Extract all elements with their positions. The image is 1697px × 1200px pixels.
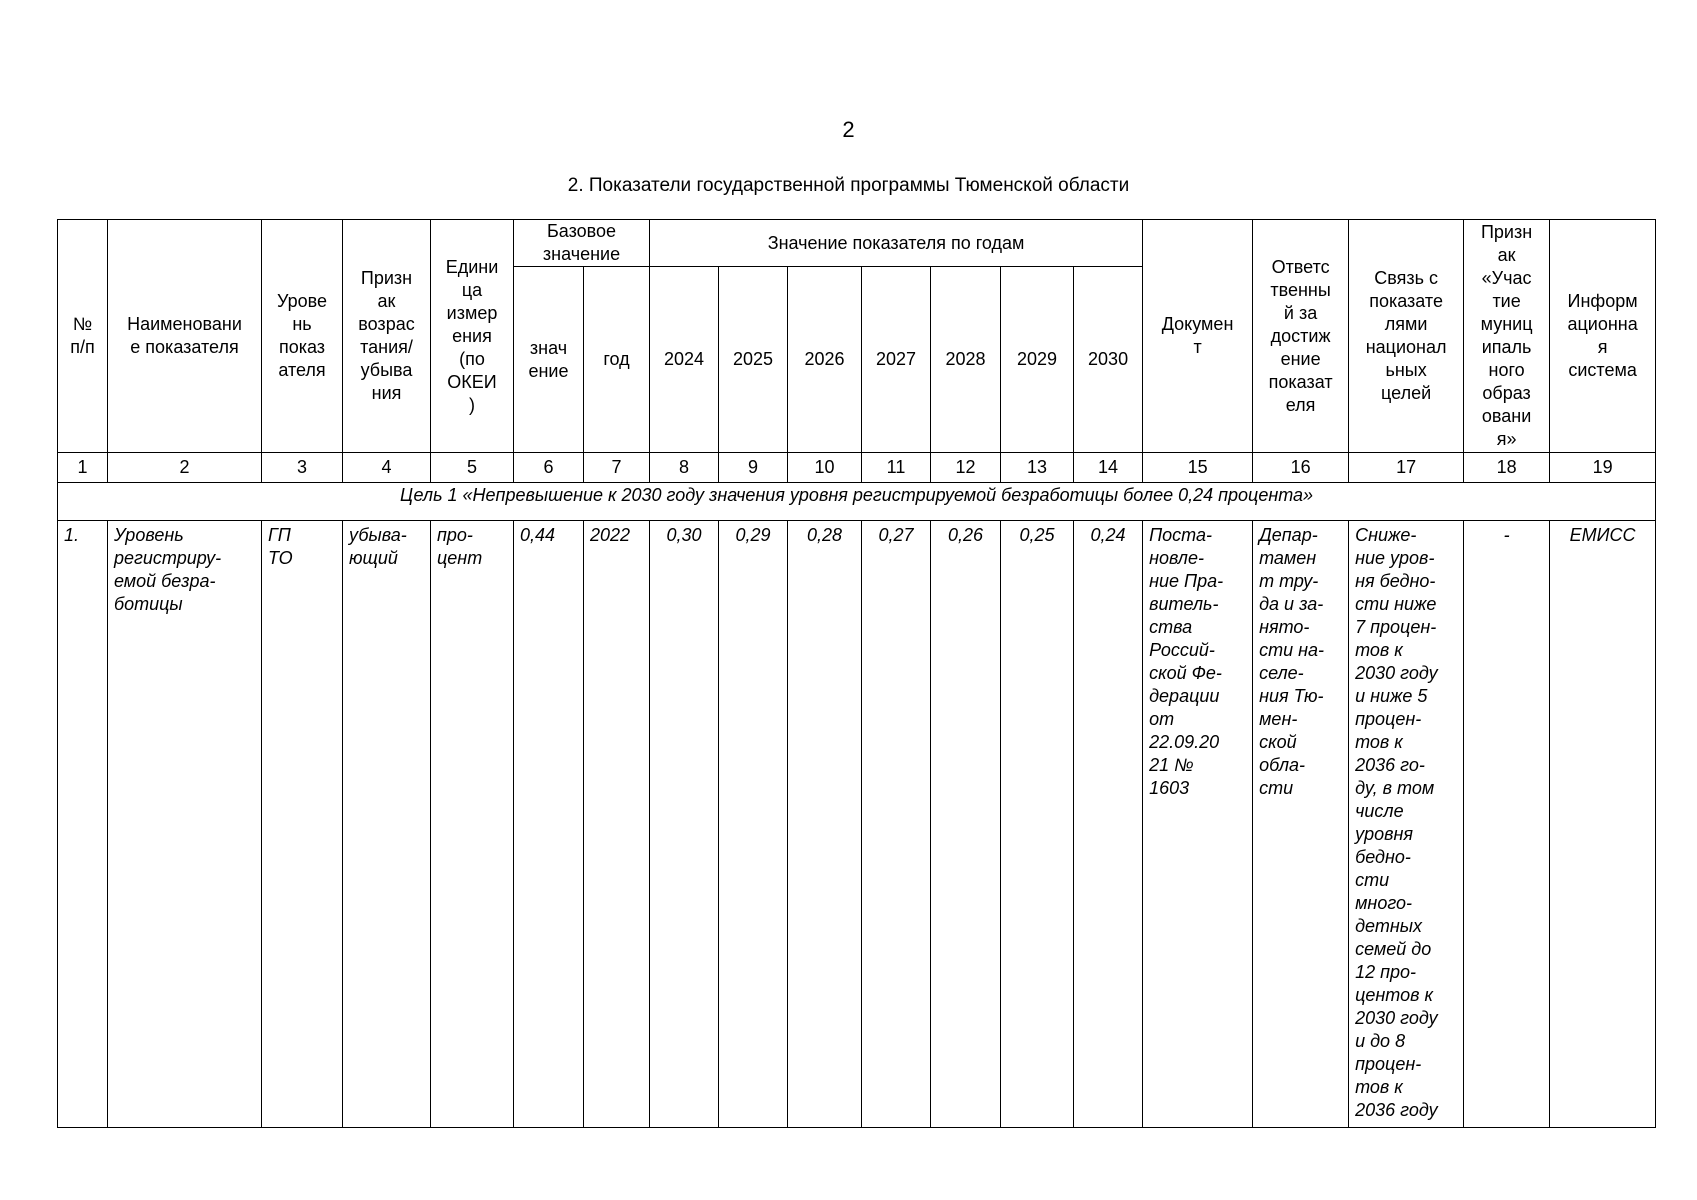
header-municipal-participation: Призн ак «Учас тие муниц ипаль ного образ овани я» bbox=[1464, 220, 1550, 453]
header-base-year: год bbox=[584, 267, 650, 453]
column-number: 6 bbox=[514, 453, 584, 483]
column-number: 13 bbox=[1001, 453, 1074, 483]
column-number: 7 bbox=[584, 453, 650, 483]
column-number: 4 bbox=[343, 453, 431, 483]
header-base-value-group: Базовое значение bbox=[514, 220, 650, 267]
column-number: 11 bbox=[862, 453, 931, 483]
info-system: ЕМИСС bbox=[1550, 521, 1656, 1128]
column-number: 14 bbox=[1074, 453, 1143, 483]
goal-text: Цель 1 «Непревышение к 2030 году значения уровня регистрируемой безработицы более 0,24 процента» bbox=[58, 483, 1656, 521]
header-level: Урове нь показ ателя bbox=[262, 220, 343, 453]
indicator-level: ГП ТО bbox=[262, 521, 343, 1128]
header-indicator-name: Наименовани е показателя bbox=[108, 220, 262, 453]
header-year: 2024 bbox=[650, 267, 719, 453]
header-year: 2029 bbox=[1001, 267, 1074, 453]
header-national-goals: Связь с показате лями национал ьных целей bbox=[1349, 220, 1464, 453]
municipal-participation: - bbox=[1464, 521, 1550, 1128]
header-unit: Едини ца измер ения (по ОКЕИ ) bbox=[431, 220, 514, 453]
header-row-top bbox=[58, 220, 1656, 267]
responsible-body: Депар- тамен т тру- да и за- нято- сти на- селе- ния Тю- мен- ской обла- сти bbox=[1253, 521, 1349, 1128]
indicator-trend: убыва- ющий bbox=[343, 521, 431, 1128]
header-year: 2030 bbox=[1074, 267, 1143, 453]
header-document: Докумен т bbox=[1143, 220, 1253, 453]
year-value: 0,27 bbox=[862, 521, 931, 1128]
year-value: 0,29 bbox=[719, 521, 788, 1128]
table-row bbox=[58, 521, 1656, 1128]
page-number: 2 bbox=[842, 117, 855, 142]
year-value: 0,24 bbox=[1074, 521, 1143, 1128]
column-number: 12 bbox=[931, 453, 1001, 483]
document-title: 2. Показатели государственной программы Тюменской области bbox=[567, 175, 1130, 196]
column-number: 9 bbox=[719, 453, 788, 483]
column-number-row bbox=[58, 453, 1656, 483]
header-years-group: Значение показателя по годам bbox=[650, 220, 1143, 267]
column-number: 17 bbox=[1349, 453, 1464, 483]
year-value: 0,30 bbox=[650, 521, 719, 1128]
year-value: 0,28 bbox=[788, 521, 862, 1128]
column-number: 18 bbox=[1464, 453, 1550, 483]
column-number: 5 bbox=[431, 453, 514, 483]
base-year: 2022 bbox=[584, 521, 650, 1128]
row-number: 1. bbox=[58, 521, 108, 1128]
column-number: 10 bbox=[788, 453, 862, 483]
column-number: 16 bbox=[1253, 453, 1349, 483]
indicator-name: Уровень регистриру- емой безра- ботицы bbox=[108, 521, 262, 1128]
header-year: 2026 bbox=[788, 267, 862, 453]
header-base-value: знач ение bbox=[514, 267, 584, 453]
indicator-unit: про- цент bbox=[431, 521, 514, 1128]
goal-row bbox=[58, 483, 1656, 521]
header-year: 2025 bbox=[719, 267, 788, 453]
header-responsible: Ответс твенны й за достиж ение показат еля bbox=[1253, 220, 1349, 453]
indicators-table bbox=[57, 219, 1656, 1128]
national-goals-link: Сниже- ние уров- ня бедно- сти ниже 7 процен- тов к 2030 году и ниже 5 процен- тов к 2036 го- ду, в том числе уровня бедно- сти много- детных семей до 12 про- центов к 2030 году и до 8 процен- тов к 2036 году bbox=[1349, 521, 1464, 1128]
header-year: 2028 bbox=[931, 267, 1001, 453]
column-number: 19 bbox=[1550, 453, 1656, 483]
year-value: 0,25 bbox=[1001, 521, 1074, 1128]
year-value: 0,26 bbox=[931, 521, 1001, 1128]
header-trend: Призн ак возрас тания/ убыва ния bbox=[343, 220, 431, 453]
column-number: 15 bbox=[1143, 453, 1253, 483]
column-number: 2 bbox=[108, 453, 262, 483]
header-info-system: Информ ационна я система bbox=[1550, 220, 1656, 453]
header-no: № п/п bbox=[58, 220, 108, 453]
base-value: 0,44 bbox=[514, 521, 584, 1128]
column-number: 8 bbox=[650, 453, 719, 483]
column-number: 3 bbox=[262, 453, 343, 483]
document-reference: Поста- новле- ние Пра- витель- ства Россий- ской Фе- дерации от 22.09.20 21 № 1603 bbox=[1143, 521, 1253, 1128]
header-year: 2027 bbox=[862, 267, 931, 453]
column-number: 1 bbox=[58, 453, 108, 483]
